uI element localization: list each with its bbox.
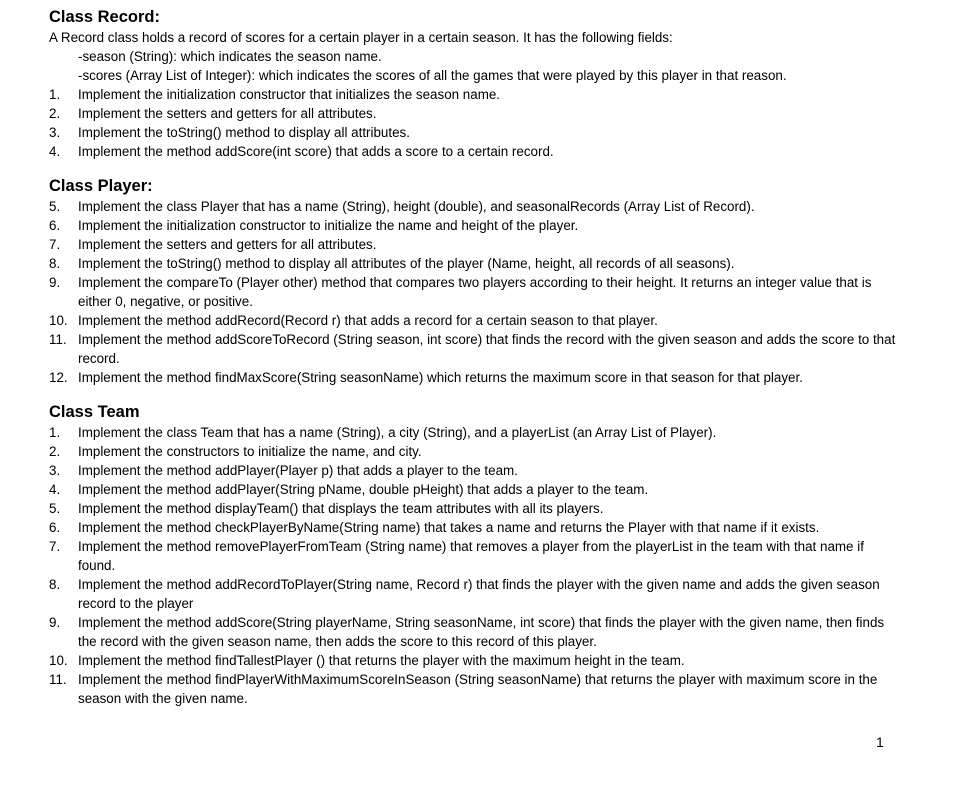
list-item <box>49 197 899 216</box>
item-text: Implement the method addRecord(Record r) that adds a record for a certain season to that player. <box>78 313 658 328</box>
item-number: 1. <box>49 87 61 102</box>
page-number: 1 <box>876 734 884 750</box>
list-item <box>49 311 899 330</box>
item-number: 12. <box>49 370 68 385</box>
item-number: 11. <box>49 332 67 347</box>
item-text: Implement the setters and getters for all attributes. <box>78 237 377 252</box>
player-section <box>49 175 899 387</box>
item-text: Implement the method findTallestPlayer () that returns the player with the maximum height in the team. <box>78 653 685 668</box>
list-item <box>49 613 899 651</box>
item-number: 1. <box>49 425 61 440</box>
item-number: 7. <box>49 237 61 252</box>
list-item <box>49 442 899 461</box>
item-number: 11. <box>49 672 67 687</box>
item-number: 10. <box>49 653 68 668</box>
item-number: 6. <box>49 520 61 535</box>
item-text: Implement the method addScoreToRecord (String season, int score) that finds the record with the given season and adds the score to that record. <box>78 332 896 366</box>
list-item <box>49 423 899 442</box>
record-field-season: -season (String): which indicates the season name. <box>78 49 382 64</box>
section-spacer <box>49 161 899 175</box>
list-item <box>49 216 899 235</box>
list-item <box>49 480 899 499</box>
section-spacer <box>49 387 899 401</box>
record-list <box>49 85 899 161</box>
item-text: Implement the method addPlayer(Player p) that adds a player to the team. <box>78 463 518 478</box>
item-text: Implement the method addScore(int score) that adds a score to a certain record. <box>78 144 554 159</box>
item-number: 3. <box>49 125 61 140</box>
item-number: 9. <box>49 615 61 630</box>
list-item <box>49 123 899 142</box>
record-section <box>49 6 899 161</box>
item-text: Implement the class Team that has a name (String), a city (String), and a playerList (an Array List of Player). <box>78 425 717 440</box>
list-item <box>49 461 899 480</box>
list-item <box>49 142 899 161</box>
item-text: Implement the method checkPlayerByName(String name) that takes a name and returns the Player with that name if it exists. <box>78 520 820 535</box>
item-text: Implement the initialization constructor that initializes the season name. <box>78 87 501 102</box>
list-item <box>49 273 899 311</box>
item-text: Implement the toString() method to display all attributes. <box>78 125 410 140</box>
item-text: Implement the method addPlayer(String pName, double pHeight) that adds a player to the team. <box>78 482 649 497</box>
list-item <box>49 104 899 123</box>
record-intro: A Record class holds a record of scores for a certain player in a certain season. It has the following fields: <box>49 30 673 45</box>
item-number: 6. <box>49 218 61 233</box>
team-section <box>49 401 899 708</box>
list-item <box>49 254 899 273</box>
item-number: 5. <box>49 501 61 516</box>
item-text: Implement the method addScore(String playerName, String seasonName, int score) that finds the player with the given name, then finds the record with the given season name, then adds the score to this record of this player. <box>78 615 885 649</box>
item-text: Implement the method findMaxScore(String seasonName) which returns the maximum score in that season for that player. <box>78 370 803 385</box>
list-item <box>49 330 899 368</box>
item-number: 8. <box>49 577 61 592</box>
list-item <box>49 651 899 670</box>
item-text: Implement the method addRecordToPlayer(String name, Record r) that finds the player with the given name and adds the given season record to the player <box>78 577 880 611</box>
item-number: 4. <box>49 482 61 497</box>
item-text: Implement the class Player that has a name (String), height (double), and seasonalRecords (Array List of Record). <box>78 199 755 214</box>
item-number: 3. <box>49 463 61 478</box>
list-item <box>49 368 899 387</box>
document-page <box>49 6 899 708</box>
list-item <box>49 518 899 537</box>
item-number: 7. <box>49 539 61 554</box>
list-item <box>49 537 899 575</box>
record-heading: Class Record: <box>49 8 160 26</box>
item-text: Implement the setters and getters for all attributes. <box>78 106 377 121</box>
list-item <box>49 670 899 708</box>
item-text: Implement the initialization constructor to initialize the name and height of the player. <box>78 218 579 233</box>
list-item <box>49 575 899 613</box>
player-list <box>49 197 899 387</box>
team-list <box>49 423 899 708</box>
item-text: Implement the compareTo (Player other) method that compares two players according to their height. It returns an integer value that is either 0, negative, or positive. <box>78 275 872 309</box>
item-number: 2. <box>49 444 61 459</box>
item-number: 2. <box>49 106 61 121</box>
list-item <box>49 235 899 254</box>
list-item <box>49 85 899 104</box>
item-text: Implement the method displayTeam() that displays the team attributes with all its players. <box>78 501 604 516</box>
list-item <box>49 499 899 518</box>
item-number: 4. <box>49 144 61 159</box>
item-number: 10. <box>49 313 68 328</box>
item-text: Implement the method findPlayerWithMaximumScoreInSeason (String seasonName) that returns the player with maximum score in the season with the given name. <box>78 672 878 706</box>
item-number: 5. <box>49 199 61 214</box>
item-number: 8. <box>49 256 61 271</box>
team-heading: Class Team <box>49 403 140 421</box>
player-heading: Class Player: <box>49 177 153 195</box>
item-number: 9. <box>49 275 61 290</box>
item-text: Implement the constructors to initialize the name, and city. <box>78 444 422 459</box>
record-field-scores: -scores (Array List of Integer): which indicates the scores of all the games that were played by this player in that reason. <box>78 68 787 83</box>
item-text: Implement the toString() method to display all attributes of the player (Name, height, all records of all seasons). <box>78 256 735 271</box>
item-text: Implement the method removePlayerFromTeam (String name) that removes a player from the playerList in the team with that name if found. <box>78 539 864 573</box>
